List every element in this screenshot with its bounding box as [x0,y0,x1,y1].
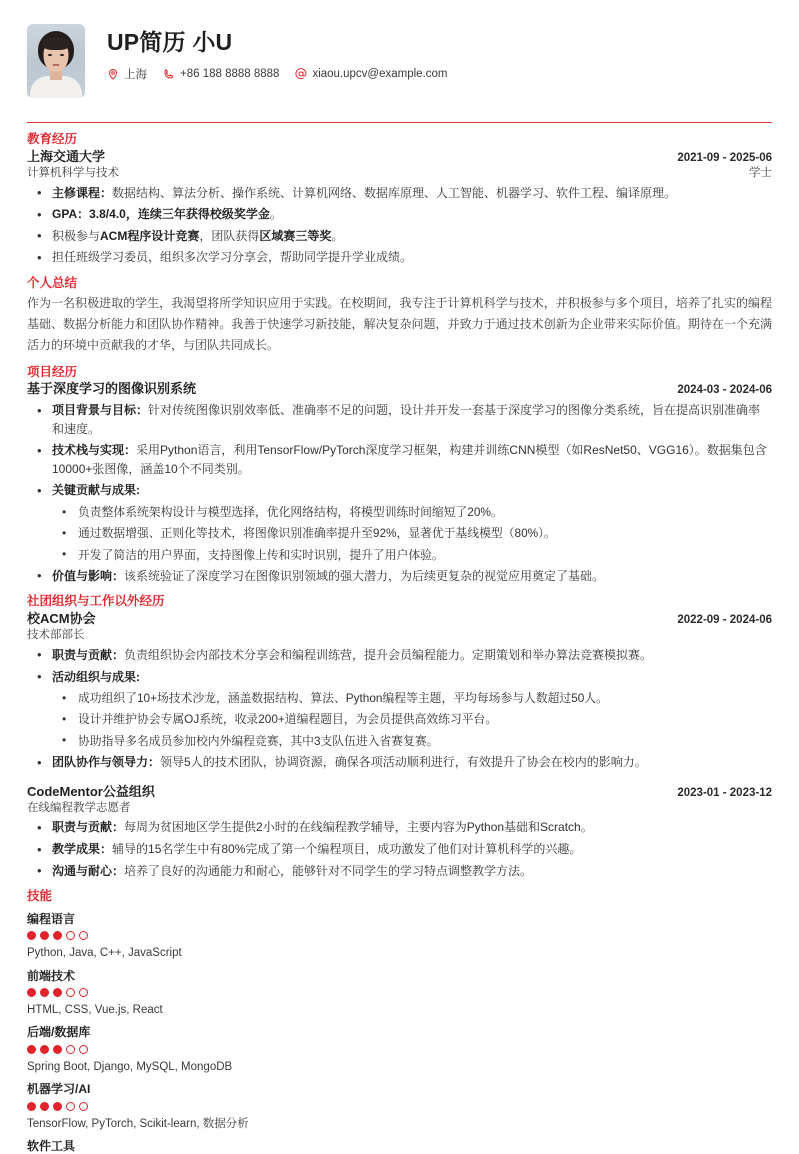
bullet-text: 数据结构、算法分析、操作系统、计算机网络、数据库原理、人工智能、机器学习、软件工程、编译原理。 [112,185,677,200]
resume-header [27,0,772,98]
header-divider [27,122,772,123]
skill-dot-empty [79,1045,88,1054]
education-major: 计算机科学与技术 [27,166,119,179]
bullet-text: 担任班级学习委员，组织多次学习分享会，帮助同学提升学业成绩。 [52,250,413,265]
bullet-bold-tail: 区域赛三等奖 [259,228,332,243]
skill-group-name: 后端/数据库 [27,1025,91,1040]
bullet-label: 主修课程： [52,185,113,200]
skill-dot-empty [79,988,88,997]
section-skills [27,889,772,1154]
contact-phone-value: +86 188 8888 8888 [180,68,280,81]
bullet-text: 采用Python语言，利用TensorFlow/PyTorch深度学习框架，构建并训练CNN模型（如ResNet50、VGG16）。数据集包含10000+张图像，涵盖10个不同类别。 [52,443,767,476]
activity-org: CodeMentor公益组织 [27,783,155,799]
list-item [27,646,772,665]
project-entry-head [27,381,772,398]
activity-role: 在线编程教学志愿者 [27,801,131,814]
bullet-label: GPA： [52,207,90,222]
skill-group-name: 前端技术 [27,968,76,983]
list-item [27,567,772,586]
skill-dot-empty [66,1045,75,1054]
section-education [27,132,772,267]
skill-dot-filled [53,1045,62,1054]
education-school: 上海交通大学 [27,148,106,164]
activity-entry [27,611,772,772]
location-pin-icon [107,68,119,80]
skill-group-name: 软件工具 [27,1138,76,1153]
activity-date: 2022-09 - 2024-06 [677,614,772,627]
bullet-label: 沟通与耐心： [52,863,125,878]
list-item: • 成功组织了10+场技术沙龙，涵盖数据结构、算法、Python编程等主题，平均每场参与人数超过50人。 [52,689,772,707]
bullet-text: 该系统验证了深度学习在图像识别领域的强大潜力，为后续更复杂的视觉应用奠定了基础。 [124,568,605,583]
list-item: • 通过数据增强、正则化等技术，将图像识别准确率提升至92%，显著优于基线模型（80%）。 [52,524,772,542]
bullet-label: 技术栈与实现： [52,443,137,458]
bullet-bold-mid: ACM程序设计竞赛 [100,228,200,243]
activity-entry-head [27,784,772,801]
phone-icon [163,68,175,80]
section-activities [27,594,772,880]
education-degree: 学士 [749,166,772,179]
skill-dot-empty [66,931,75,940]
bullet-bold-tail: 校级奖学金 [209,207,270,222]
list-item [27,753,772,772]
skill-dot-filled [40,1045,49,1054]
bullet-text: 培养了良好的沟通能力和耐心，能够针对不同学生的学习特点调整教学方法。 [124,863,533,878]
section-summary [27,276,772,356]
activity-entry-sub [27,801,772,816]
activity-sub-bullets [52,689,772,750]
section-title-skills: 技能 [27,889,53,904]
skill-group [27,1139,772,1154]
contact-email [295,68,447,80]
skill-group-name: 编程语言 [27,911,76,926]
identity-block [107,24,459,82]
section-title-education: 教育经历 [27,132,78,146]
skill-dot-filled [40,1102,49,1111]
bullet-text: 负责组织协会内部技术分享会和编程训练营，提升会员编程能力。定期策划和举办算法竞赛模拟赛。 [124,647,653,662]
contact-email-value: xiaou.upcv@example.com [312,68,448,81]
activity-spacer [27,775,772,784]
list-item [27,441,772,478]
page-title: UP简历 小U [107,29,233,55]
project-sub-bullets [52,503,772,564]
project-date: 2024-03 - 2024-06 [677,384,772,397]
skill-dot-empty [66,1102,75,1111]
bullet-tail: 。 [269,207,282,222]
avatar-fringe [42,37,70,50]
section-title-activities: 社团组织与工作以外经历 [27,594,165,609]
contact-phone [163,68,279,80]
activity-bullets [27,646,772,772]
bullet-label: 职责与贡献： [52,647,125,662]
education-date: 2021-09 - 2025-06 [677,151,772,164]
skill-group-items: TensorFlow, PyTorch, Scikit-learn, 数据分析 [27,1117,249,1130]
section-projects [27,365,772,586]
activity-entry-head [27,611,772,628]
list-item: • 协助指导多名成员参加校内外编程竞赛，其中3支队伍进入省赛复赛。 [52,732,772,750]
list-item [27,481,772,563]
activity-entry-sub [27,628,772,643]
skill-group [27,969,772,1019]
email-at-icon [295,68,307,80]
contact-row [107,66,459,82]
avatar-mouth [53,64,60,66]
project-title: 基于深度学习的图像识别系统 [27,381,197,397]
skill-dot-filled [53,1102,62,1111]
contact-location-value: 上海 [124,69,147,82]
list-item [27,184,772,203]
bullet-text: 辅导的15名学生中有80%完成了第一个编程项目，成功激发了他们对计算机科学的兴趣。 [112,842,582,857]
activity-entry [27,784,772,881]
activity-bullets [27,818,772,880]
list-item: • 设计并维护协会专属OJ系统，收录200+道编程题目，为会员提供高效练习平台。 [52,710,772,728]
bullet-text: 针对传统图像识别效率低、准确率不足的问题，设计并开发一套基于深度学习的图像分类系统，旨在提高识别准确率和速度。 [52,403,761,436]
bullet-tail: 。 [331,228,344,243]
skill-dot-empty [79,1102,88,1111]
avatar-eye-right [60,54,64,56]
skill-group [27,1025,772,1075]
education-entry-sub [27,166,772,181]
bullet-label: 团队协作与领导力： [52,755,161,769]
bullet-text: 领导5人的技术团队，协调资源，确保各项活动顺利进行，有效提升了协会在校内的影响力。 [160,755,647,769]
bullet-label: 项目背景与目标： [52,403,149,418]
bullet-label: 价值与影响： [52,568,125,583]
section-title-projects: 项目经历 [27,364,78,379]
bullet-label: 教学成果： [52,842,113,857]
avatar-eye-left [48,54,52,56]
skill-group [27,912,772,962]
list-item [27,248,772,267]
education-bullets [27,184,772,267]
skill-group [27,1082,772,1132]
summary-text: 作为一名积极进取的学生，我渴望将所学知识应用于实践。在校期间，我专注于计算机科学与技术，并积极参与多个项目，培养了扎实的编程基础、数据分析能力和团队协作精神。我善于快速学习新技能，解决复杂问题，并致力于通过技术创新为企业带来实际价值。期待在一个充满活力的环境中贡献我的才华，与团队共同成长。 [27,295,772,352]
skill-dot-filled [27,1102,36,1111]
skill-group-items: Spring Boot, Django, MySQL, MongoDB [27,1060,233,1073]
list-item: • 负责整体系统架构设计与模型选择，优化网络结构，将模型训练时间缩短了20%。 [52,503,772,521]
list-item [27,401,772,438]
list-item [27,227,772,246]
section-title-summary: 个人总结 [27,275,78,290]
activity-role: 技术部部长 [27,629,85,642]
list-item [27,205,772,224]
bullet-label: 职责与贡献： [52,820,125,835]
skill-group-items: HTML, CSS, Vue.js, React [27,1004,163,1017]
bullet-label: 关键贡献与成果: [52,483,140,498]
activity-org: 校ACM协会 [27,611,96,627]
activity-date: 2023-01 - 2023-12 [677,786,772,799]
skill-dot-filled [27,931,36,940]
bullet-mid: ，团队获得 [199,228,260,243]
skill-rating [27,931,772,940]
bullet-text: 每周为贫困地区学生提供2小时的在线编程教学辅导，主要内容为Python基础和Scratch。 [124,820,593,835]
skill-group-items: Python, Java, C++, JavaScript [27,947,182,960]
skill-dot-empty [79,931,88,940]
bullet-label: 活动组织与成果: [52,669,140,684]
bullet-text: 3.8/4.0，连续三年获得 [89,207,210,222]
skill-dot-filled [53,988,62,997]
skill-dot-filled [27,988,36,997]
skill-rating [27,1045,772,1054]
list-item [27,840,772,859]
skill-dot-filled [27,1045,36,1054]
skill-rating [27,988,772,997]
avatar [27,24,85,98]
skill-dot-filled [53,931,62,940]
bullet-text: 积极参与 [52,228,101,243]
education-entry-head [27,149,772,166]
skill-dot-filled [40,988,49,997]
skill-dot-filled [40,931,49,940]
contact-location [107,66,147,82]
skill-group-name: 机器学习/AI [27,1081,91,1096]
list-item [27,862,772,881]
list-item: • 开发了简洁的用户界面，支持图像上传和实时识别，提升了用户体验。 [52,546,772,564]
project-bullets [27,401,772,585]
skill-rating [27,1102,772,1111]
list-item [27,668,772,750]
list-item [27,818,772,837]
skill-dot-empty [66,988,75,997]
